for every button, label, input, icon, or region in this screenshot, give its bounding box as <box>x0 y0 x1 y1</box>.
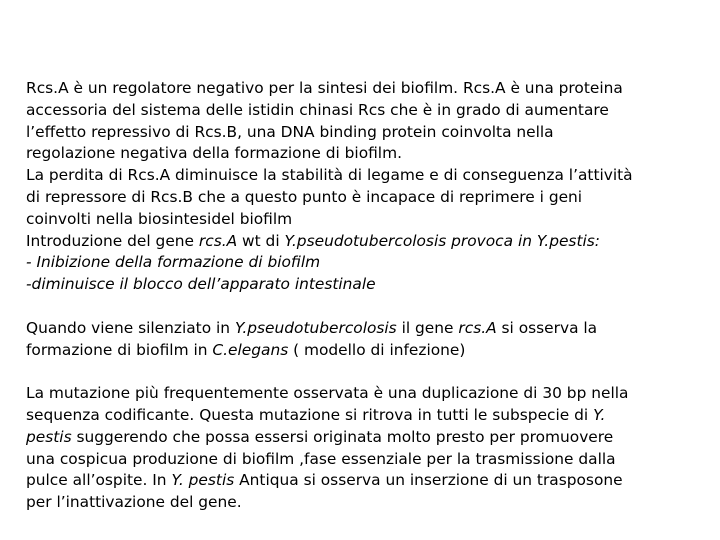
paragraph-rcsa-loss <box>26 165 706 230</box>
organism-name: Y. <box>593 405 606 424</box>
model-organism: C.elegans <box>212 340 289 359</box>
effect-item: -diminuisce il blocco dell’apparato intestinale <box>26 275 376 294</box>
text-segment: Quando viene silenziato in <box>26 318 235 337</box>
paragraph-mutation <box>26 383 706 514</box>
text-line: coinvolti nella biosintesidel biofilm <box>26 209 293 228</box>
paragraph-spacer <box>26 296 706 318</box>
text-line: Rcs.A è un regolatore negativo per la sintesi dei biofilm. Rcs.A è una proteina <box>26 79 623 97</box>
text-segment: Introduzione del gene <box>26 231 199 250</box>
text-segment: suggerendo che possa essersi originata molto presto per promuovere <box>71 427 614 446</box>
paragraph-rcsa-role <box>26 78 706 165</box>
organism-name: Y. pestis <box>171 471 235 490</box>
paragraph-gene-introduction <box>26 231 706 296</box>
text-segment: pulce all’ospite. In <box>26 471 172 490</box>
text-line: l’effetto repressivo di Rcs.B, una DNA binding protein coinvolta nella <box>26 122 554 141</box>
text-line: La perdita di Rcs.A diminuisce la stabilità di legame e di conseguenza l’attività <box>26 166 633 185</box>
text-line: accessoria del sistema delle istidin chinasi Rcs che è in grado di aumentare <box>26 100 609 119</box>
text-line: per l’inattivazione del gene. <box>26 493 242 512</box>
text-segment: ( modello di infezione) <box>288 340 466 359</box>
text-segment: formazione di biofilm in <box>26 340 213 359</box>
text-segment: sequenza codificante. Questa mutazione si ritrova in tutti le subspecie di <box>26 405 594 424</box>
paragraph-gene-silencing <box>26 318 706 362</box>
text-segment: wt di <box>237 231 285 250</box>
effect-item: - Inibizione della formazione di biofilm <box>26 253 321 272</box>
text-segment: si osserva la <box>496 318 598 337</box>
gene-name: rcs.A <box>458 318 497 337</box>
paragraph-spacer <box>26 361 706 383</box>
organism-name: pestis <box>26 427 72 446</box>
organism-name: Y.pseudotubercolosis provoca in Y.pestis: <box>284 231 600 250</box>
text-line: di repressore di Rcs.B che a questo punto è incapace di reprimere i geni <box>26 187 583 206</box>
text-line: una cospicua produzione di biofilm ,fase essenziale per la trasmissione dalla <box>26 449 616 468</box>
slide-text-body <box>26 78 706 514</box>
text-segment: il gene <box>396 318 459 337</box>
text-line: regolazione negativa della formazione di biofilm. <box>26 144 402 163</box>
text-line: La mutazione più frequentemente osservata è una duplicazione di 30 bp nella <box>26 384 629 403</box>
text-segment: Antiqua si osserva un inserzione di un trasposone <box>234 471 623 490</box>
gene-name: rcs.A <box>198 231 238 250</box>
organism-name: Y.pseudotubercolosis <box>234 318 397 337</box>
